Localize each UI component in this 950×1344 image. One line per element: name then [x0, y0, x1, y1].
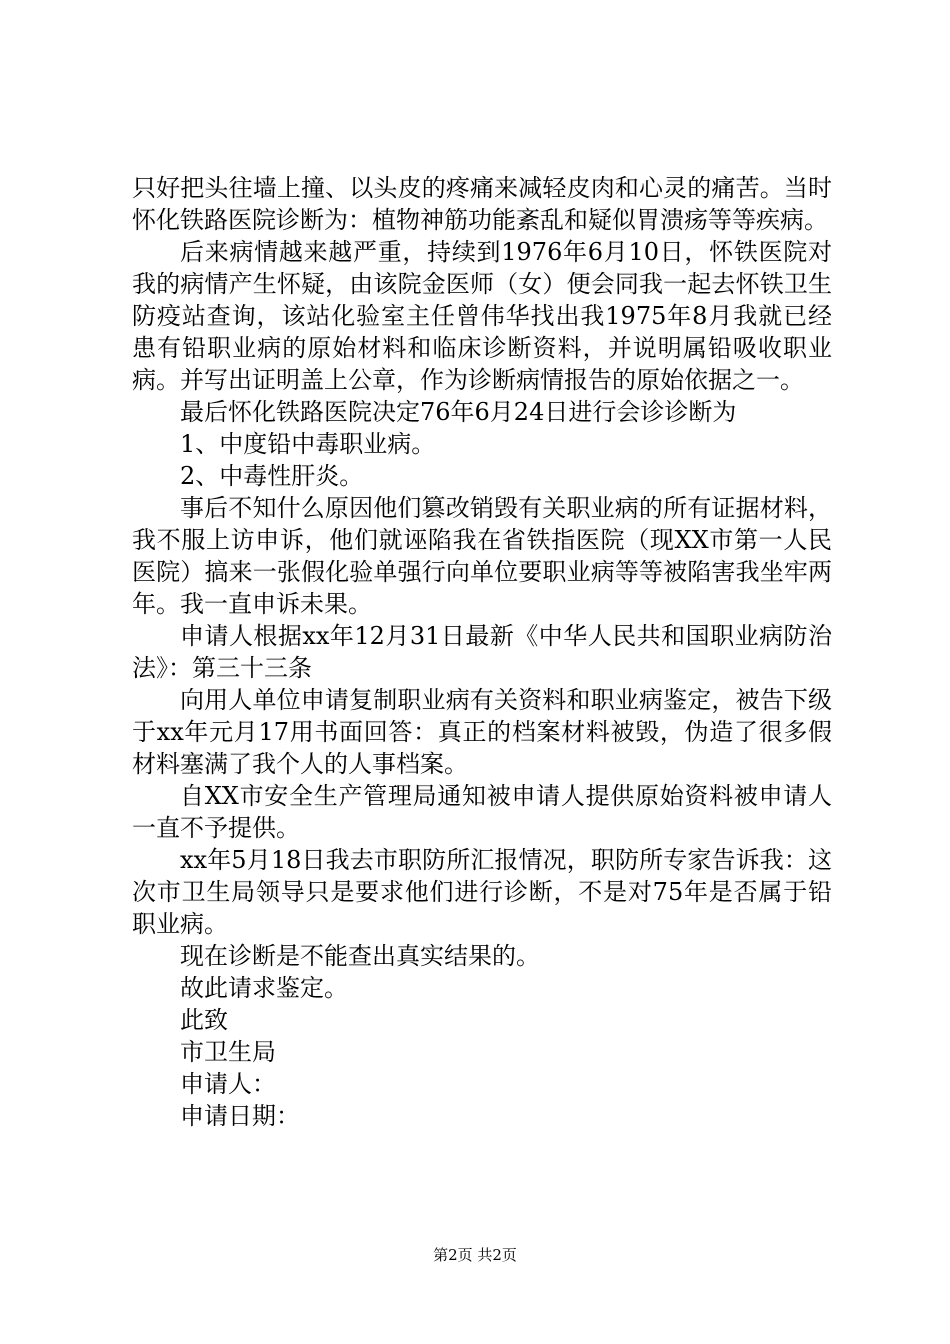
- application-date-label: 申请日期：: [180, 1102, 300, 1130]
- paragraph-5: 申请人根据xx年12月31日最新《中华人民共和国职业病防治法》：第三十三条: [132, 622, 832, 682]
- salutation: 此致: [180, 1006, 228, 1034]
- paragraph-8: xx年5月18日我去市职防所汇报情况，职防所专家告诉我：这次市卫生局领导只是要求他们进行诊断，不是对75年是否属于铅职业病。: [132, 846, 832, 938]
- paragraph-2: 后来病情越来越严重，持续到1976年6月10日，怀铁医院对我的病情产生怀疑，由该院金医师（女）便会同我一起去怀铁卫生防疫站查询，该站化验室主任曾伟华找出我1975年8月我就已经患有铅职业病的原始材料和临床诊断资料，并说明属铅吸收职业病。并写出证明盖上公章，作为诊断病情报告的原始依据之一。: [132, 238, 832, 394]
- paragraph-4: 事后不知什么原因他们篡改销毁有关职业病的所有证据材料，我不服上访申诉，他们就诬陷我在省铁指医院（现XX市第一人民医院）搞来一张假化验单强行向单位要职业病等等被陷害我坐牢两年。我一直申诉未果。: [132, 494, 832, 618]
- applicant-label: 申请人：: [180, 1070, 276, 1098]
- list-item-1: 1、中度铅中毒职业病。: [180, 430, 436, 458]
- paragraph-6: 向用人单位申请复制职业病有关资料和职业病鉴定，被告下级于xx年元月17用书面回答：真正的档案材料被毁，伪造了很多假材料塞满了我个人的人事档案。: [132, 686, 832, 778]
- page-number-footer: 第2页 共2页: [433, 1246, 517, 1264]
- paragraph-10: 故此请求鉴定。: [180, 974, 348, 1002]
- paragraph-3: 最后怀化铁路医院决定76年6月24日进行会诊诊断为: [180, 398, 737, 426]
- paragraph-9: 现在诊断是不能查出真实结果的。: [180, 942, 540, 970]
- paragraph-7: 自XX市安全生产管理局通知被申请人提供原始资料被申请人一直不予提供。: [132, 782, 832, 842]
- recipient: 市卫生局: [180, 1038, 276, 1066]
- document-body: [132, 172, 832, 1132]
- list-item-2: 2、中毒性肝炎。: [180, 462, 364, 490]
- paragraph-1: 只好把头往墙上撞、以头皮的疼痛来减轻皮肉和心灵的痛苦。当时怀化铁路医院诊断为：植物神筋功能紊乱和疑似胃溃疡等等疾病。: [132, 174, 832, 234]
